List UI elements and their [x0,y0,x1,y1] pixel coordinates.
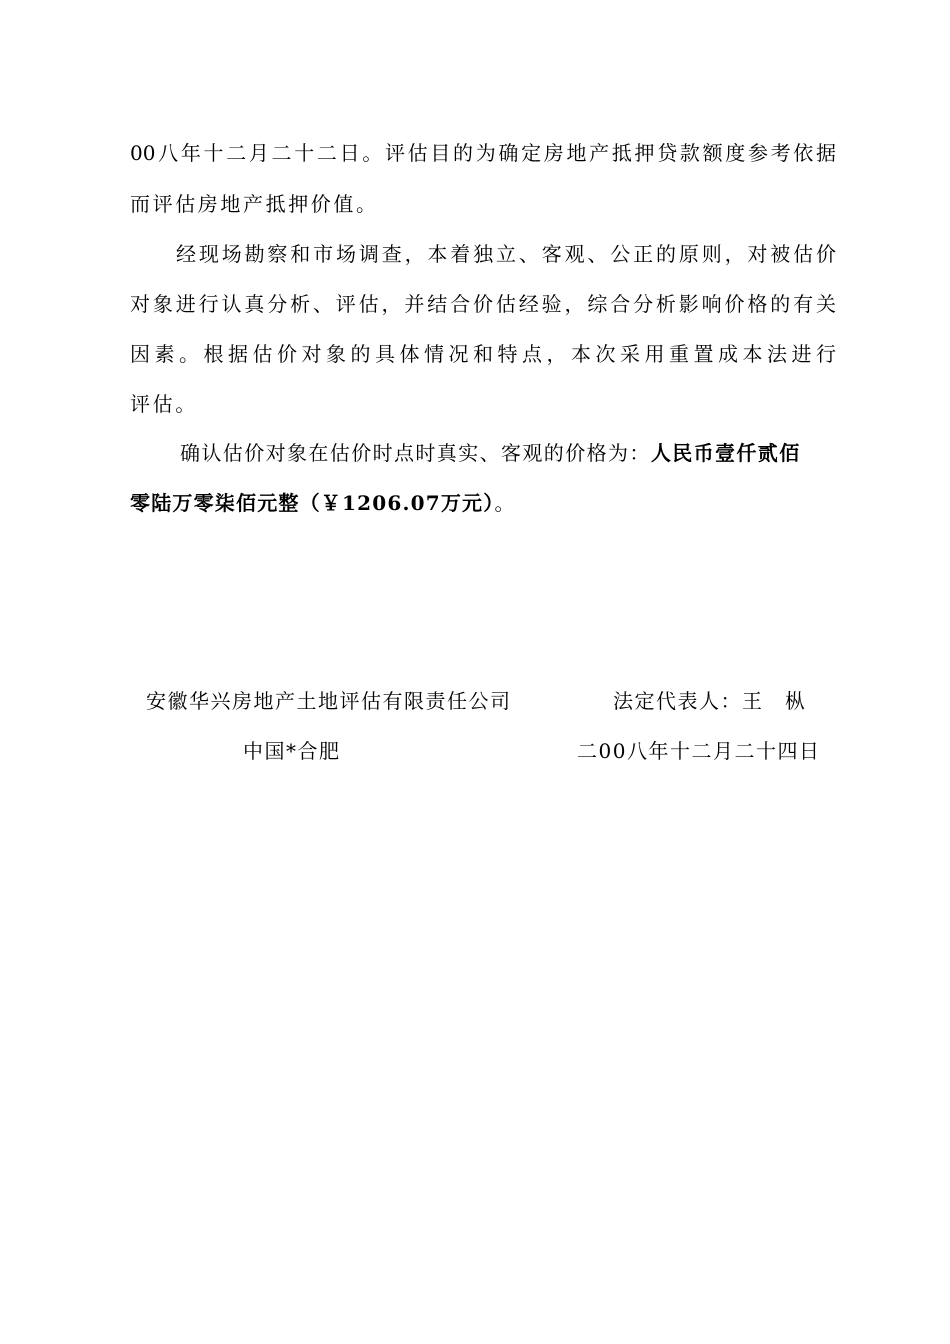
paragraph-line: 而评估房地产抵押价值。 [130,192,379,216]
valuation-amount-words: 人民币壹仟贰佰 [650,441,801,465]
valuation-amount: 零陆万零柒佰元整（￥1206.07万元） [130,491,495,515]
paragraph-line: 因素。根据估价对象的具体情况和特点，本次采用重置成本法进行 [130,342,836,366]
paragraph-line: 对象进行认真分析、评估，并结合价估经验，综合分析影响价格的有关 [130,292,836,316]
paragraph-line: 评估。 [130,392,198,416]
paragraph-line: 00八年十二月二十二日。评估目的为确定房地产抵押贷款额度参考依据 [130,141,836,165]
valuation-statement: 确认估价对象在估价时点时真实、客观的价格为： [180,441,651,465]
legal-representative: 法定代表人：王 枞 [613,689,807,713]
company-location: 中国*合肥 [243,739,341,763]
paragraph-line [180,441,801,465]
company-name: 安徽华兴房地产土地评估有限责任公司 [146,689,512,713]
paragraph-line [130,491,516,515]
paragraph-line: 经现场勘察和市场调查，本着独立、客观、公正的原则，对被估价 [176,242,836,266]
signature-date: 二00八年十二月二十四日 [577,739,821,763]
period: 。 [494,491,516,515]
